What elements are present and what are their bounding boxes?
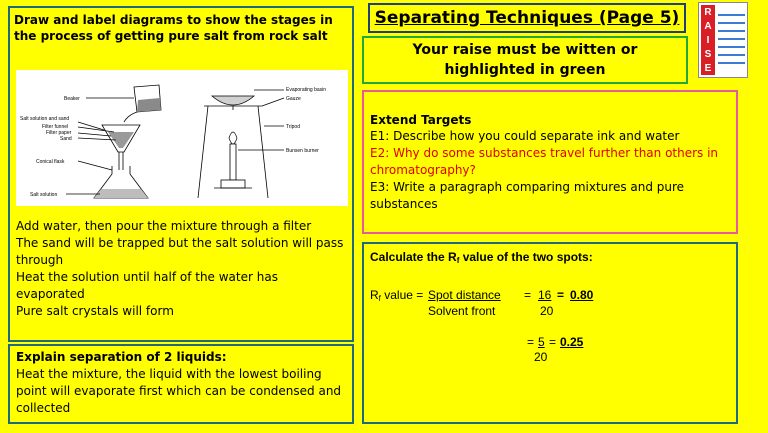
raise-letter: A — [704, 20, 712, 32]
step-item: Pure salt crystals will form — [16, 304, 174, 318]
left-panel — [8, 6, 354, 342]
rf-num1: 16 — [538, 288, 552, 302]
extend-e1: E1: Describe how you could separate ink and water — [370, 129, 680, 143]
label-beaker: Beaker — [64, 96, 80, 102]
salt-separation-diagram — [16, 70, 348, 206]
raise-note-box — [362, 36, 688, 84]
label-filter-paper: Filter paper — [46, 130, 72, 136]
label-conical-flask: Conical flask — [36, 159, 65, 165]
label-bunsen-burner: Bunsen burner — [286, 148, 319, 154]
label-salt-sand: Salt solution and sand — [20, 116, 70, 122]
rf-num2: 5 — [538, 335, 545, 349]
raise-letter: E — [704, 62, 712, 74]
label-tripod: Tripod — [286, 124, 300, 130]
extend-heading: Extend Targets — [370, 113, 472, 127]
extend-box — [362, 90, 738, 234]
raise-logo-bar — [701, 5, 715, 75]
rf-den1: 20 — [540, 304, 554, 318]
rf-eq1: = — [524, 288, 532, 302]
beaker — [124, 85, 161, 122]
label-evaporating-basin: Evaporating basin — [286, 87, 327, 93]
filter-funnel — [102, 125, 140, 170]
diagram-heading: Draw and label diagrams to show the stages in the process of getting pure salt from rock salt — [14, 13, 333, 43]
rf-result2: 0.25 — [560, 335, 584, 349]
raise-logo-lines — [718, 9, 745, 70]
raise-letter: S — [704, 48, 712, 60]
rf-label: $R_f$ value = — [370, 288, 424, 303]
page-title: Separating Techniques (Page 5) — [374, 8, 680, 28]
raise-letter: I — [706, 34, 710, 46]
label-sand: Sand — [60, 136, 72, 142]
title-box — [368, 3, 686, 33]
step-item: Add water, then pour the mixture through a filter — [16, 219, 312, 233]
label-salt-solution: Salt solution — [30, 192, 58, 198]
rf-heading: Calculate the $R_f$ value of the two spots: — [370, 250, 593, 265]
rf-eq1b: = — [557, 288, 565, 302]
step-item: Heat the solution until half of the water has evaporated — [16, 270, 278, 301]
step-item: The sand will be trapped but the salt solution will pass through — [16, 236, 344, 267]
extend-e3: E3: Write a paragraph comparing mixtures and pure substances — [370, 180, 685, 211]
raise-note: Your raise must be witten or highlighted in green — [412, 42, 638, 78]
rf-result1: 0.80 — [570, 288, 594, 302]
rf-eq2b: = — [549, 335, 557, 349]
steps-list — [16, 218, 346, 320]
explain-box — [8, 344, 354, 424]
explain-heading: Explain separation of 2 liquids: — [16, 350, 227, 364]
extend-e2: E2: Why do some substances travel further than others in chromatography? — [370, 146, 719, 177]
conical-flask — [94, 166, 148, 198]
raise-logo — [698, 2, 748, 78]
rf-box — [362, 242, 738, 424]
label-filter-funnel: Filter funnel — [42, 124, 69, 130]
explain-body: Heat the mixture, the liquid with the lowest boiling point will evaporate first which can be condensed and collected — [16, 367, 342, 415]
rf-solvent-front: Solvent front — [428, 304, 496, 318]
evaporating-setup — [198, 96, 268, 198]
rf-spot-distance: Spot distance — [428, 288, 501, 302]
rf-den2: 20 — [534, 350, 548, 364]
raise-letter: R — [704, 6, 712, 18]
label-gauze: Gauze — [286, 96, 301, 102]
rf-eq2: = — [527, 335, 535, 349]
